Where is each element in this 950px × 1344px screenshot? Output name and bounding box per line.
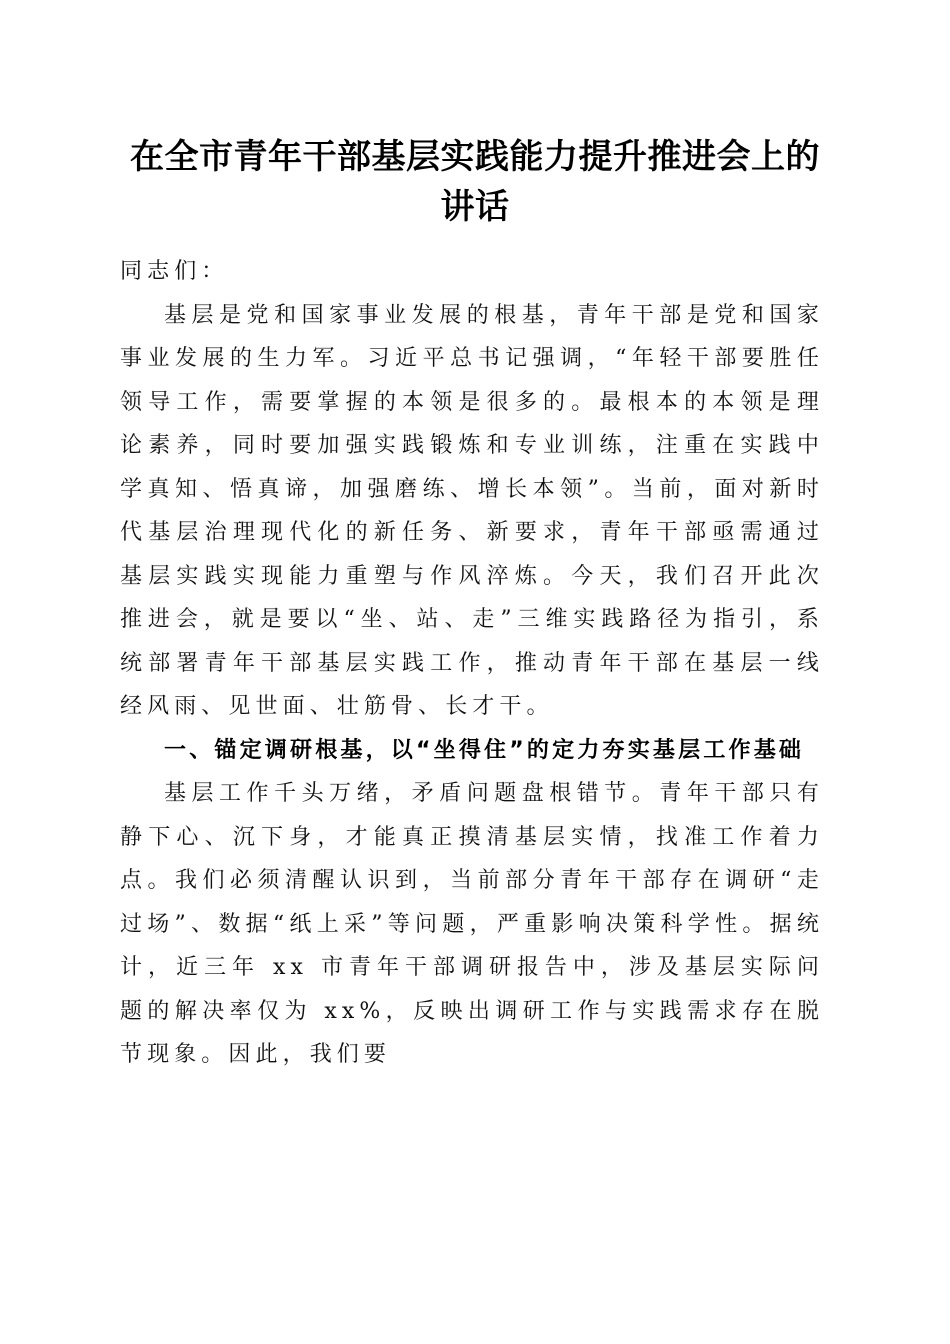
document-title (110, 132, 840, 232)
title-line-2: 讲话 (440, 187, 510, 227)
salutation: 同志们： (120, 259, 229, 284)
paragraph-section-1: 基层工作千头万绪，矛盾问题盘根错节。青年干部只有静下心、沉下身，才能真正摸清基层实情，找准工作着力点。我们必须清醒认识到，当前部分青年干部存在调研“走过场”、数据“纸上采”等问题，严重影响决策科学性。据统计，近三年 xx 市青年干部调研报告中，涉及基层实际问题的解决率仅为 xx%，反映出调研工作与实践需求存在脱节现象。因此，我们要 (120, 781, 824, 1067)
paragraph-intro: 基层是党和国家事业发展的根基，青年干部是党和国家事业发展的生力军。习近平总书记强调，“年轻干部要胜任领导工作，需要掌握的本领是很多的。最根本的本领是理论素养，同时要加强实践锻炼和专业训练，注重在实践中学真知、悟真谛，加强磨练、增长本领”。当前，面对新时代基层治理现代化的新任务、新要求，青年干部亟需通过基层实践实现能力重塑与作风淬炼。今天，我们召开此次推进会，就是要以“坐、站、走”三维实践路径为指引，系统部署青年干部基层实践工作，推动青年干部在基层一线经风雨、见世面、壮筋骨、长才干。 (120, 302, 824, 719)
document-body (120, 250, 824, 1077)
title-line-1: 在全市青年干部基层实践能力提升推进会上的 (130, 137, 820, 177)
section-heading-1: 一、锚定调研根基，以“坐得住”的定力夯实基层工作基础 (164, 737, 805, 763)
